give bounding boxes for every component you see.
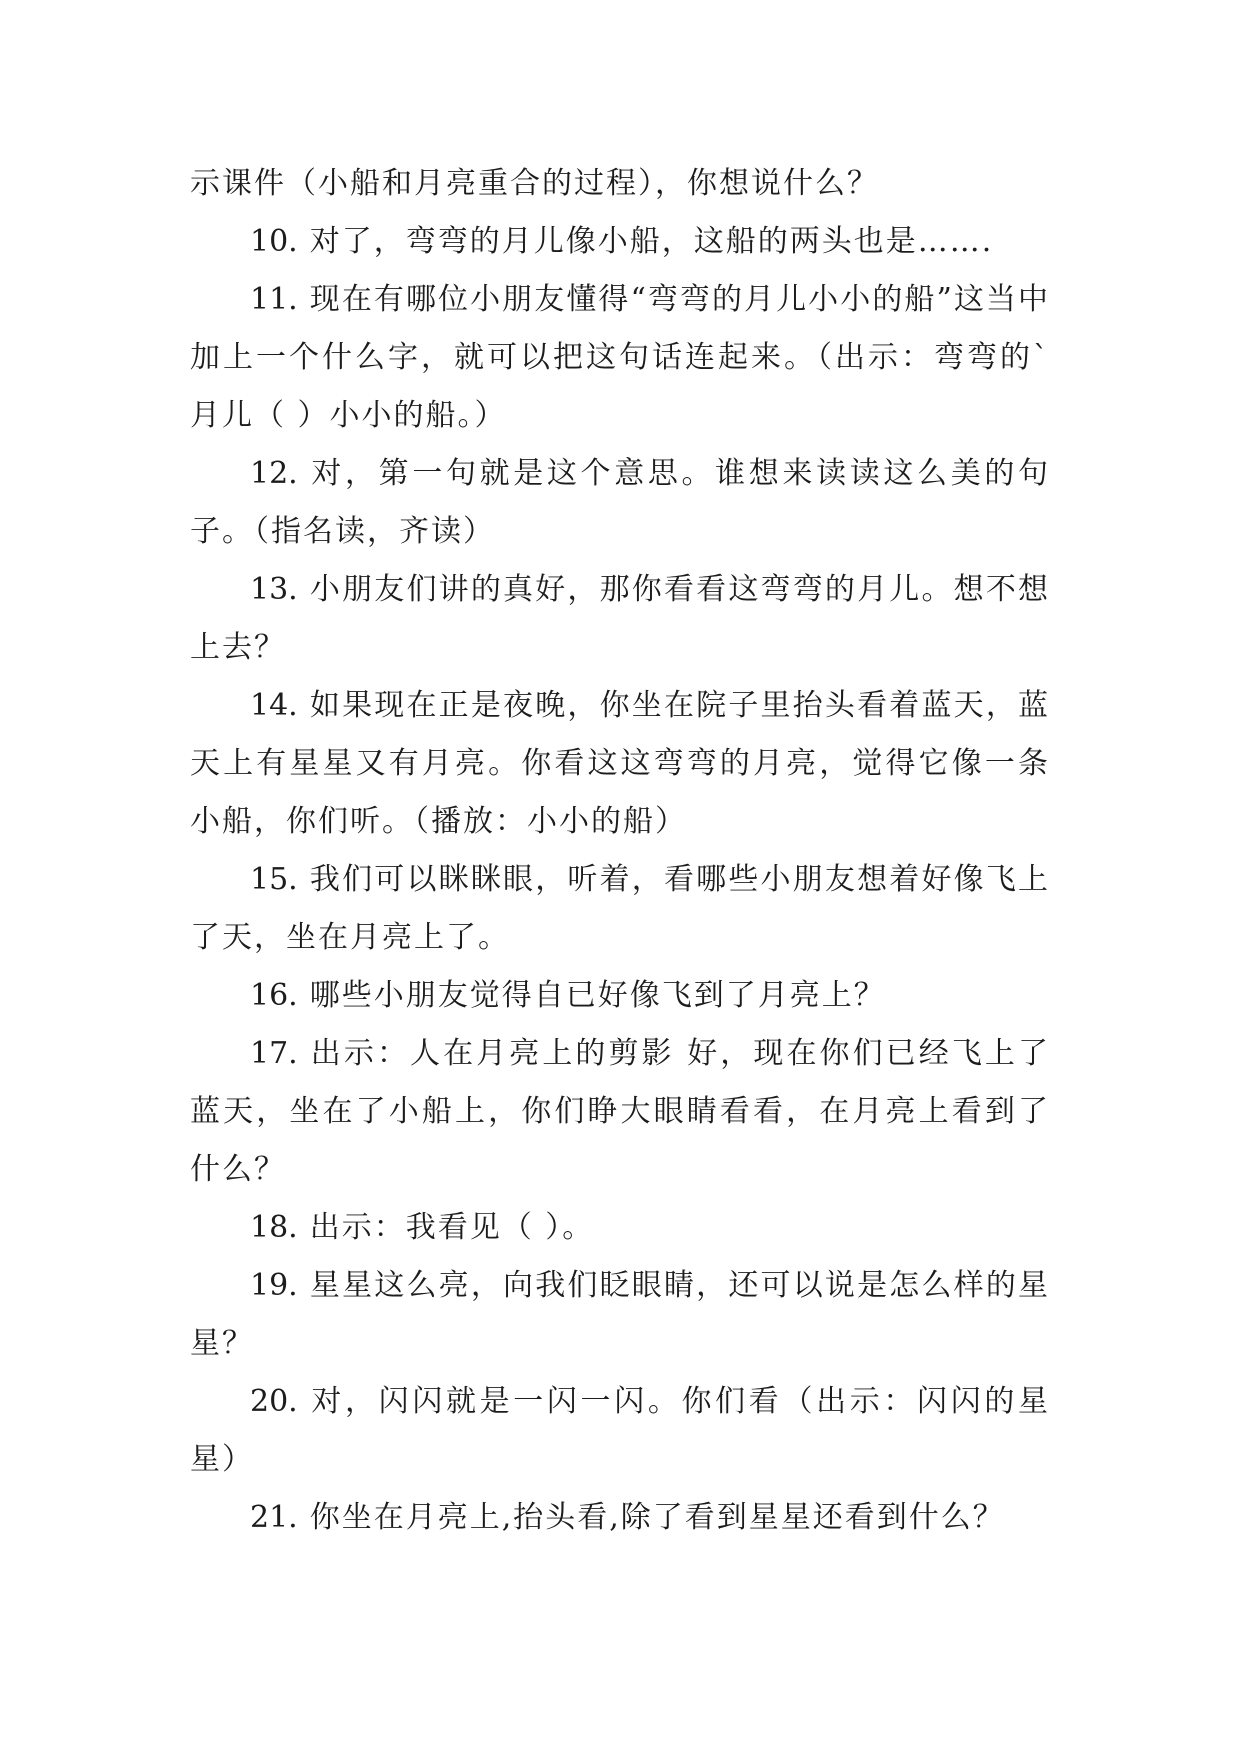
paragraph-text: 对，闪闪就是一闪一闪。你们看（出示：闪闪的星星） (190, 1384, 1050, 1477)
item-number: 18. (250, 1210, 298, 1245)
paragraph-text: 对了，弯弯的月儿像小船，这船的两头也是……. (309, 224, 994, 259)
paragraph (190, 213, 1050, 271)
item-number: 10. (250, 224, 298, 259)
paragraph (190, 677, 1050, 851)
paragraph (190, 445, 1050, 561)
item-number: 21. (250, 1500, 298, 1535)
paragraph-text: 我们可以眯眯眼，听着，看哪些小朋友想着好像飞上了天，坐在月亮上了。 (190, 862, 1050, 955)
paragraph (190, 1489, 1050, 1547)
paragraph-text: 出示：我看见（ ）。 (309, 1210, 595, 1245)
item-number: 14. (250, 688, 298, 723)
item-number: 12. (250, 456, 298, 491)
paragraph (190, 561, 1050, 677)
paragraph (190, 155, 1050, 213)
paragraph (190, 1025, 1050, 1199)
paragraph (190, 271, 1050, 445)
item-number: 20. (250, 1384, 298, 1419)
paragraph (190, 967, 1050, 1025)
paragraph (190, 1373, 1050, 1489)
item-number: 13. (250, 572, 298, 607)
paragraph-text: 星星这么亮，向我们眨眼睛，还可以说是怎么样的星星？ (190, 1268, 1050, 1361)
item-number: 11. (250, 282, 298, 317)
paragraph-text: 出示：人在月亮上的剪影 好，现在你们已经飞上了蓝天，坐在了小船上，你们睁大眼睛看看，在月亮上看到了什么？ (190, 1036, 1050, 1187)
paragraph (190, 1257, 1050, 1373)
paragraph-text: 如果现在正是夜晚，你坐在院子里抬头看着蓝天，蓝天上有星星又有月亮。你看这这弯弯的月亮，觉得它像一条小船，你们听。（播放：小小的船） (190, 688, 1050, 839)
paragraph (190, 851, 1050, 967)
item-number: 16. (250, 978, 298, 1013)
document-body (190, 155, 1050, 1547)
paragraph (190, 1199, 1050, 1257)
paragraph-text: 示课件（小船和月亮重合的过程），你想说什么？ (190, 166, 879, 201)
item-number: 19. (250, 1268, 298, 1303)
item-number: 15. (250, 862, 298, 897)
paragraph-text: 对，第一句就是这个意思。谁想来读读这么美的句子。（指名读，齐读） (190, 456, 1050, 549)
item-number: 17. (250, 1036, 298, 1071)
paragraph-text: 小朋友们讲的真好，那你看看这弯弯的月儿。想不想上去？ (190, 572, 1050, 665)
paragraph-text: 哪些小朋友觉得自已好像飞到了月亮上？ (309, 978, 886, 1013)
paragraph-text: 你坐在月亮上,抬头看,除了看到星星还看到什么？ (309, 1500, 1005, 1535)
paragraph-text: 现在有哪位小朋友懂得“弯弯的月儿小小的船”这当中加上一个什么字，就可以把这句话连起来。（出示：弯弯的`月儿（ ）小小的船。） (190, 282, 1050, 433)
